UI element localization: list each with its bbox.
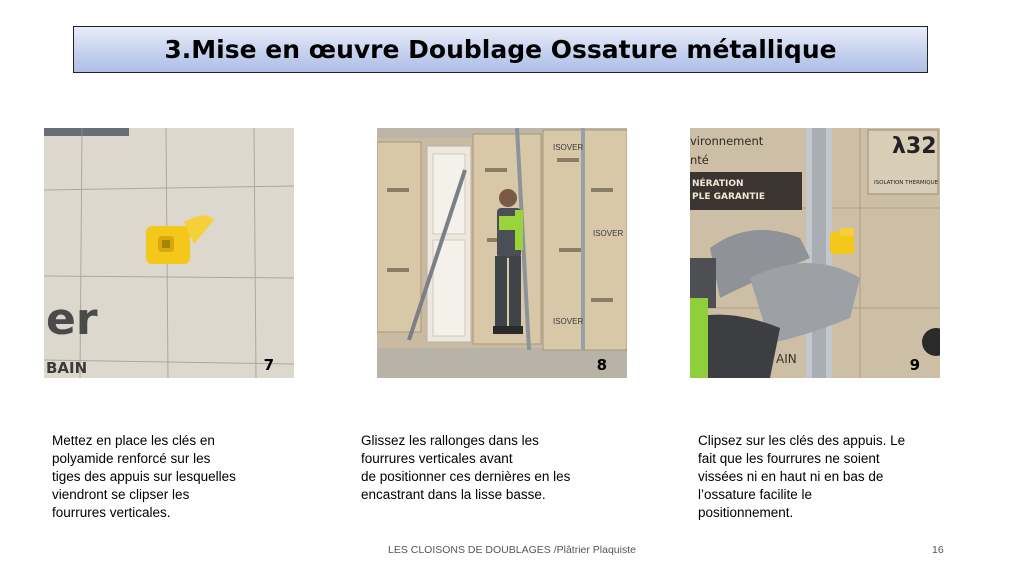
slide-title-box	[73, 26, 928, 73]
caption-8: Glissez les rallonges dans les fourrures verticales avant de positionner ces dernières en les encastrant dans la lisse basse.	[361, 433, 571, 502]
photo-7-watermark-bottom: BAIN	[46, 359, 88, 377]
photo-9-bottom-text: AIN	[776, 352, 797, 366]
photo-7	[44, 128, 294, 378]
photo-7-watermark: er	[46, 294, 98, 345]
caption-9: Clipsez sur les clés des appuis. Le fait que les fourrures ne soient vissées ni en haut ni en bas de l’ossature facilite le positionnement.	[698, 433, 906, 520]
photo-number: 9	[909, 356, 920, 374]
photo-number: 8	[596, 356, 607, 374]
photo-9-lambda: λ32	[892, 134, 937, 159]
svg-text:ISOVER: ISOVER	[553, 143, 584, 152]
slide-footer: LES CLOISONS DE DOUBLAGES /Plâtrier Plaquiste	[387, 544, 636, 556]
photo-8	[377, 128, 627, 378]
photo-9-small-label: ISOLATION THERMIQUE	[874, 180, 939, 186]
slide-title: 3.Mise en œuvre Doublage Ossature métallique	[164, 35, 837, 64]
caption-7: Mettez en place les clés en polyamide renforcé sur les tiges des appuis sur lesquelles viendront se clipser les fourrures verticales.	[52, 433, 236, 520]
photo-9-text-top: vironnement nté	[690, 134, 764, 167]
photo-9-band-text: NÉRATION PLE GARANTIE	[692, 179, 766, 202]
photo-number: 7	[263, 356, 274, 374]
photo-9	[690, 128, 940, 378]
page-number: 16	[932, 544, 944, 556]
photo-8-illustration	[377, 128, 627, 378]
svg-text:ISOVER: ISOVER	[553, 317, 584, 326]
svg-text:ISOVER: ISOVER	[593, 229, 624, 238]
